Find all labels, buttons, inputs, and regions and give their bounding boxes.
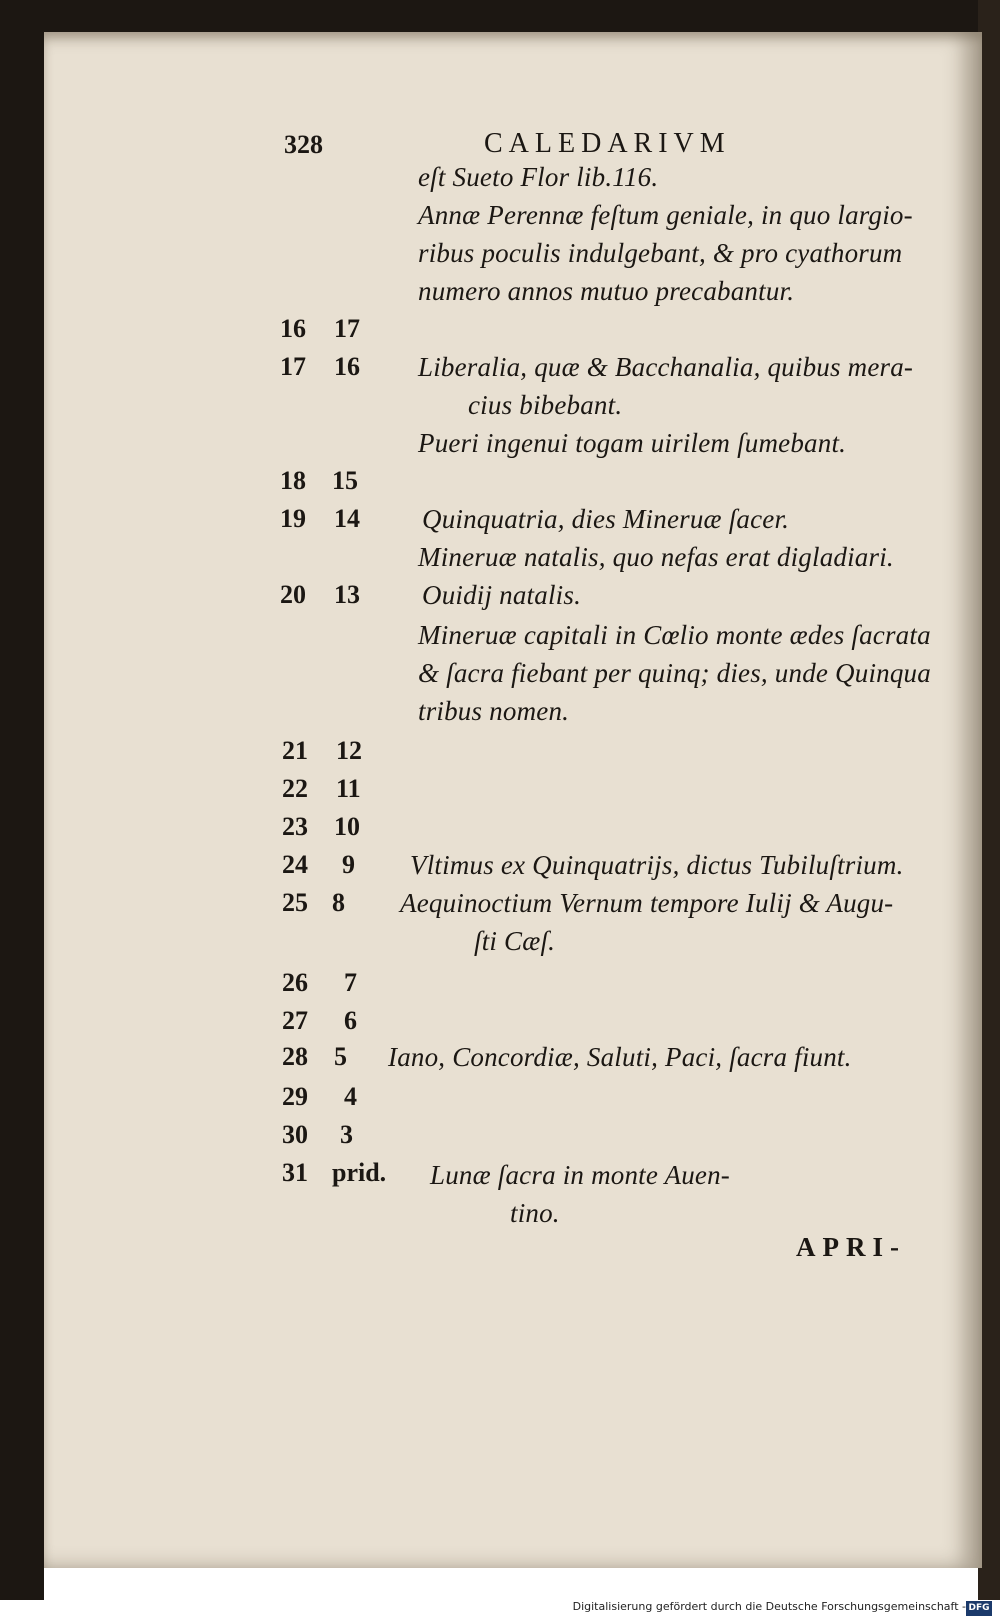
count-number: 17 [334, 314, 360, 343]
entry-line: tino. [510, 1198, 560, 1228]
footer-credit: Digitalisierung gefördert durch die Deutsche Forschungsgemeinschaft - [572, 1600, 966, 1613]
entry-line: & ſacra fiebant per quinq; dies, unde Quinqua [418, 658, 931, 688]
day-number: 26 [282, 968, 308, 997]
scan-background-left [0, 0, 44, 1600]
count-number: 12 [336, 736, 362, 765]
count-number: 3 [340, 1120, 353, 1149]
count-number: 6 [344, 1006, 357, 1035]
count-number: 8 [332, 888, 345, 917]
count-number: 11 [336, 774, 361, 803]
entry-line: Ouidij natalis. [422, 580, 582, 610]
count-number: 4 [344, 1082, 357, 1111]
day-number: 19 [280, 504, 306, 533]
count-number: 13 [334, 580, 360, 609]
dfg-logo: DFG [966, 1601, 992, 1616]
count-number: 15 [332, 466, 358, 495]
entry-line: Mineruæ capitali in Cœlio monte ædes ſacrata [418, 620, 931, 650]
day-number: 17 [280, 352, 306, 381]
running-title: CALEDARIVM [484, 128, 731, 159]
day-number: 22 [282, 774, 308, 803]
day-number: 25 [282, 888, 308, 917]
entry-line: Mineruæ natalis, quo nefas erat digladiari. [418, 542, 894, 572]
entry-line: Pueri ingenui togam uirilem ſumebant. [418, 428, 847, 458]
day-number: 20 [280, 580, 306, 609]
entry-line: ribus poculis indulgebant, & pro cyathorum [418, 238, 903, 268]
count-number: 5 [334, 1042, 347, 1071]
day-number: 28 [282, 1042, 308, 1071]
count-number: 9 [342, 850, 355, 879]
scan-background-top [0, 0, 1000, 36]
day-number: 31 [282, 1158, 308, 1187]
count-number: 7 [344, 968, 357, 997]
count-number: 14 [334, 504, 360, 533]
entry-line: Liberalia, quæ & Bacchanalia, quibus mera- [418, 352, 914, 382]
entry-line: numero annos mutuo precabantur. [418, 276, 795, 306]
entry-line: Iano, Concordiæ, Saluti, Paci, ſacra fiunt. [388, 1042, 852, 1072]
page-number: 328 [284, 130, 323, 159]
day-number: 21 [282, 736, 308, 765]
day-number: 30 [282, 1120, 308, 1149]
day-number: 18 [280, 466, 306, 495]
entry-line: Quinquatria, dies Mineruæ ſacer. [422, 504, 790, 534]
entry-line: cius bibebant. [468, 390, 623, 420]
day-number: 27 [282, 1006, 308, 1035]
entry-line: tribus nomen. [418, 696, 570, 726]
entry-line: Annæ Perennæ feſtum geniale, in quo largio- [418, 200, 913, 230]
day-number: 23 [282, 812, 308, 841]
entry-line: eſt Sueto Flor lib.116. [418, 162, 659, 192]
book-page [44, 32, 982, 1568]
count-number: prid. [332, 1158, 387, 1187]
count-number: 16 [334, 352, 360, 381]
day-number: 24 [282, 850, 308, 879]
catchword: APRI- [796, 1232, 906, 1262]
entry-line: Vltimus ex Quinquatrijs, dictus Tubiluſtrium. [410, 850, 904, 880]
day-number: 29 [282, 1082, 308, 1111]
entry-line: ſti Cæſ. [474, 926, 556, 956]
entry-line: Lunæ ſacra in monte Auen- [430, 1160, 730, 1190]
count-number: 10 [334, 812, 360, 841]
day-number: 16 [280, 314, 306, 343]
entry-line: Aequinoctium Vernum tempore Iulij & Augu- [400, 888, 894, 918]
